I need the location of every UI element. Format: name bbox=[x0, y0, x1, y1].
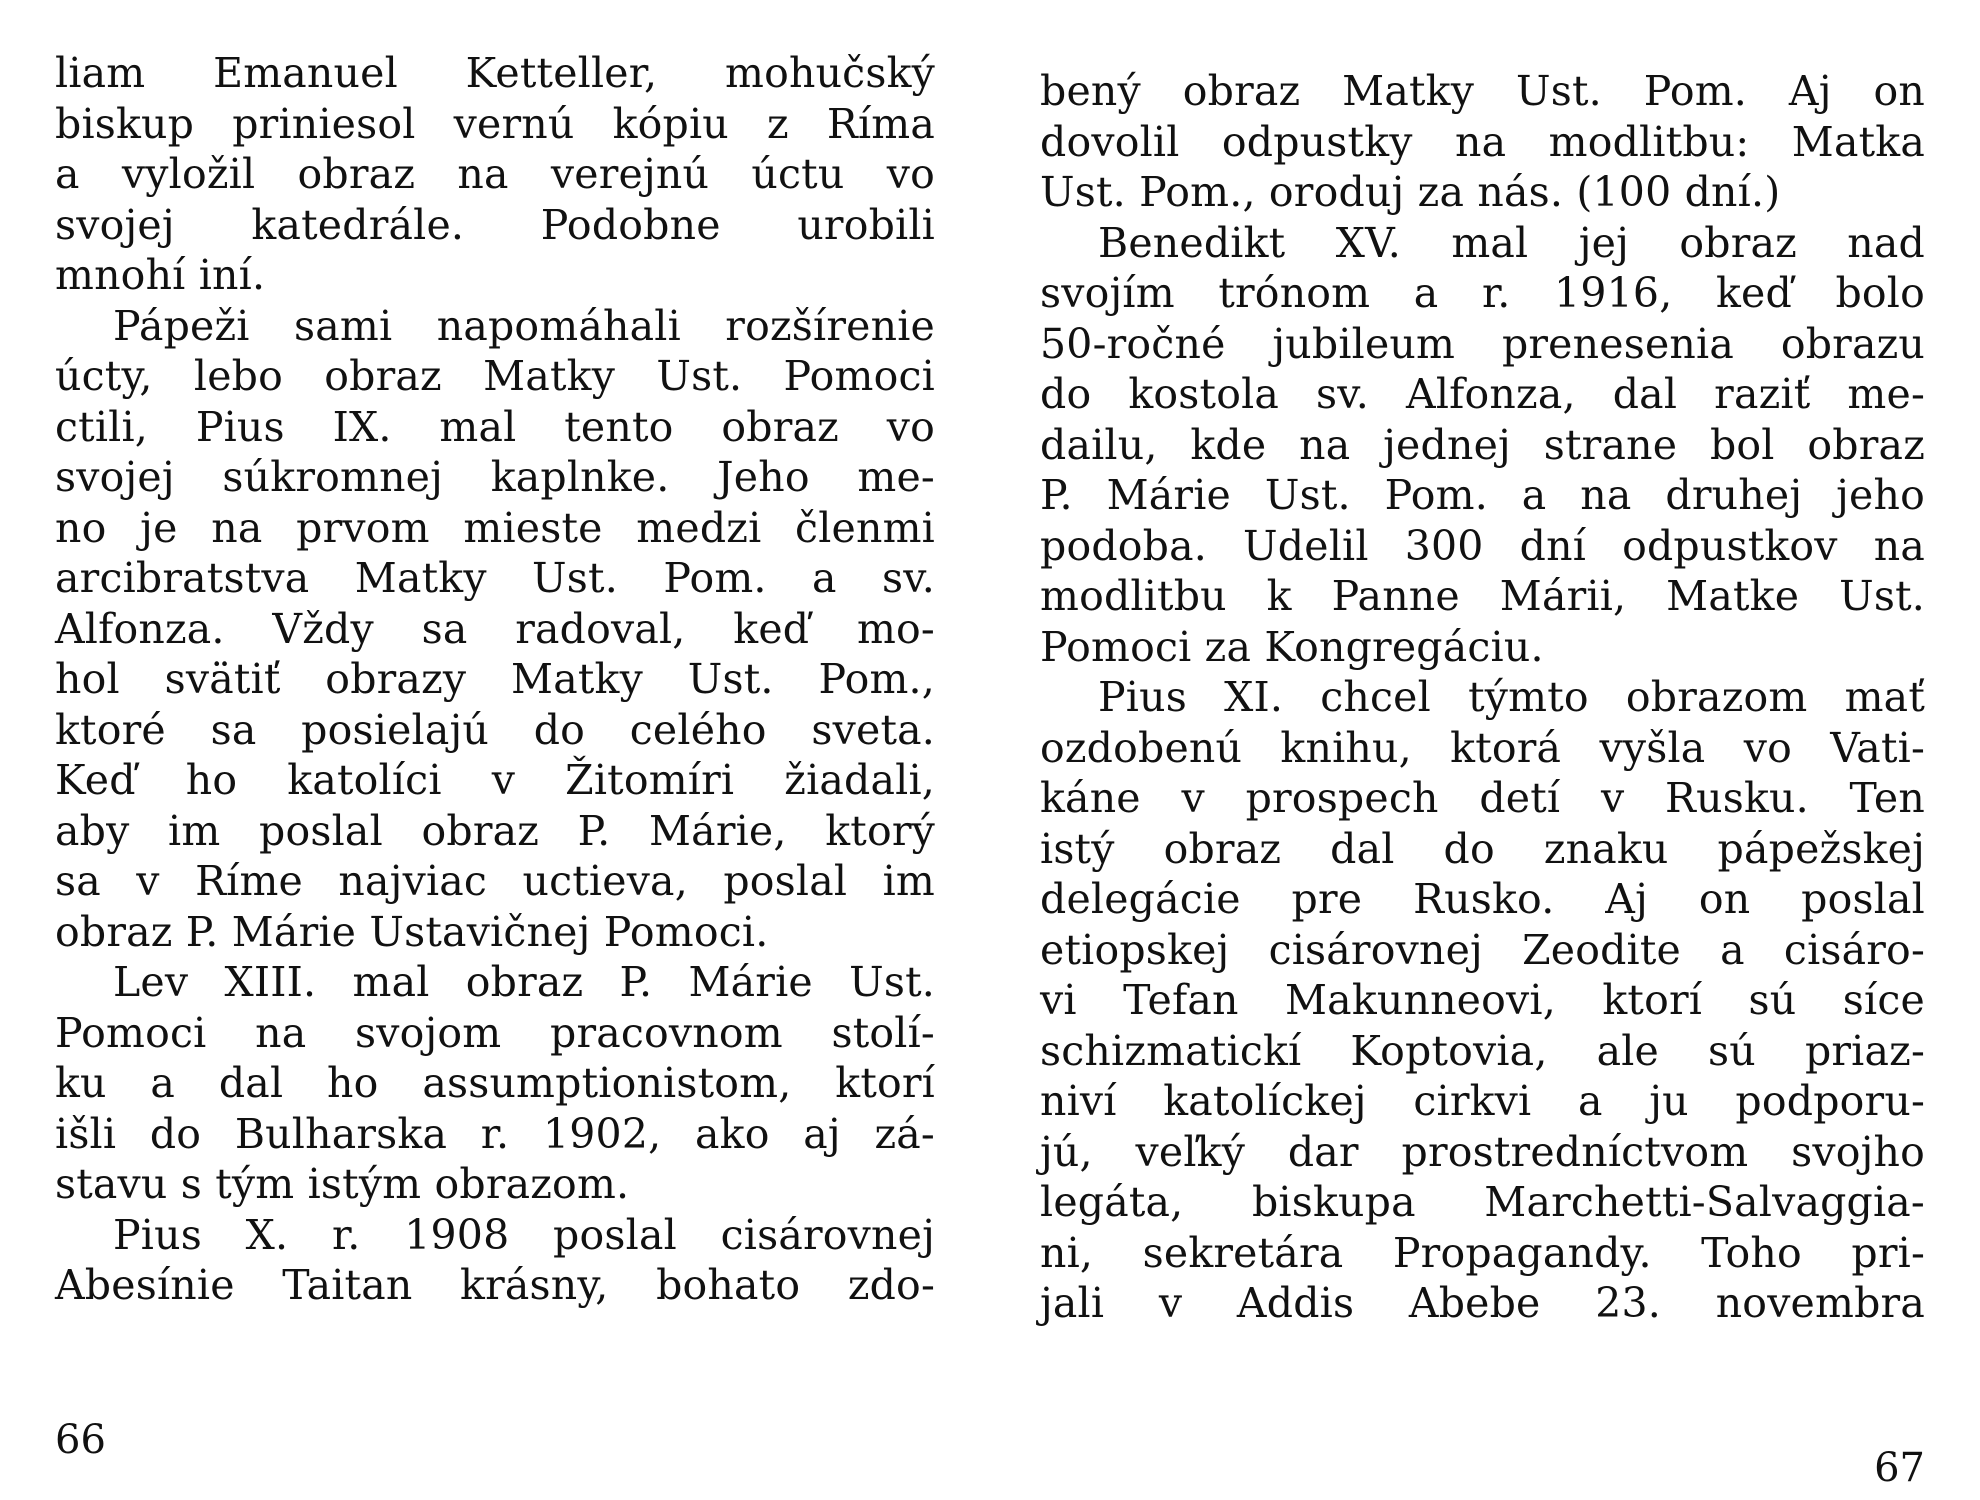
text-line: obraz P. Márie Ustavičnej Pomoci. bbox=[55, 907, 769, 956]
text-line: svojej súkromnej kaplnke. Jeho me- bbox=[55, 453, 935, 501]
text-line: káne v prospech detí v Rusku. Ten bbox=[1040, 774, 1925, 822]
text-line: Pius X. r. 1908 poslal cisárovnej bbox=[113, 1210, 935, 1259]
text-line: svojím trónom a r. 1916, keď bolo bbox=[1040, 269, 1925, 317]
text-line: P. Márie Ust. Pom. a na druhej jeho bbox=[1040, 471, 1925, 519]
text-line: ctili, Pius IX. mal tento obraz vo bbox=[55, 402, 935, 451]
text-line: svojej katedrále. Podobne urobili bbox=[55, 200, 935, 249]
text-line: etiopskej cisárovnej Zeodite a cisáro- bbox=[1040, 925, 1925, 974]
text-line: Abesínie Taitan krásny, bohato zdo- bbox=[55, 1261, 935, 1309]
text-line: Pius XI. chcel týmto obrazom mať bbox=[1098, 673, 1925, 721]
text-line: vi Tefan Makunneovi, ktorí sú síce bbox=[1040, 976, 1925, 1024]
text-line: ozdobenú knihu, ktorá vyšla vo Vati- bbox=[1040, 723, 1925, 772]
text-line: Ust. Pom., oroduj za nás. (100 dní.) bbox=[1040, 168, 1781, 216]
text-line: jali v Addis Abebe 23. novembra bbox=[1040, 1279, 1925, 1327]
text-line: arcibratstva Matky Ust. Pom. a sv. bbox=[55, 554, 935, 602]
text-line: Pomoci za Kongregáciu. bbox=[1040, 622, 1544, 671]
text-line: ktoré sa posielajú do celého sveta. bbox=[55, 705, 935, 754]
text-line: Keď ho katolíci v Žitomíri žiadali, bbox=[55, 756, 935, 804]
text-line: dailu, kde na jednej strane bol obraz bbox=[1040, 420, 1925, 469]
text-line: ni, sekretára Propagandy. Toho pri- bbox=[1040, 1228, 1925, 1277]
text-line: legáta, biskupa Marchetti-Salvaggia- bbox=[1040, 1178, 1925, 1226]
text-line: hol svätiť obrazy Matky Ust. Pom., bbox=[55, 655, 935, 703]
text-line: aby im poslal obraz P. Márie, ktorý bbox=[55, 806, 935, 855]
text-line: Pápeži sami napomáhali rozšírenie bbox=[113, 301, 935, 350]
text-line: a vyložil obraz na verejnú úctu vo bbox=[55, 150, 935, 198]
text-line: 50-ročné jubileum prenesenia obrazu bbox=[1040, 319, 1925, 368]
right-page-text bbox=[1040, 66, 1925, 1329]
text-line: podoba. Udelil 300 dní odpustkov na bbox=[1040, 521, 1925, 570]
left-page-text bbox=[55, 48, 935, 1311]
text-line: Alfonza. Vždy sa radoval, keď mo- bbox=[55, 604, 935, 653]
text-line: sa v Ríme najviac uctieva, poslal im bbox=[55, 857, 935, 905]
page-number-right: 67 bbox=[1874, 1445, 1925, 1491]
page-number-left: 66 bbox=[55, 1417, 106, 1463]
text-line: istý obraz dal do znaku pápežskej bbox=[1040, 824, 1925, 873]
text-line: biskup priniesol vernú kópiu z Ríma bbox=[55, 99, 935, 148]
text-line: modlitbu k Panne Márii, Matke Ust. bbox=[1040, 572, 1925, 620]
text-line: niví katolíckej cirkvi a ju podporu- bbox=[1040, 1077, 1925, 1125]
text-line: schizmatickí Koptovia, ale sú priaz- bbox=[1040, 1026, 1925, 1075]
text-line: do kostola sv. Alfonza, dal raziť me- bbox=[1040, 370, 1925, 418]
text-line: ku a dal ho assumptionistom, ktorí bbox=[55, 1059, 935, 1107]
text-line: mnohí iní. bbox=[55, 251, 266, 299]
text-line: išli do Bulharska r. 1902, ako aj zá- bbox=[55, 1109, 935, 1158]
text-line: liam Emanuel Ketteller, mohučský bbox=[55, 49, 935, 97]
text-line: stavu s tým istým obrazom. bbox=[55, 1160, 630, 1208]
text-line: Benedikt XV. mal jej obraz nad bbox=[1098, 218, 1925, 267]
text-line: Lev XIII. mal obraz P. Márie Ust. bbox=[113, 958, 935, 1006]
text-line: Pomoci na svojom pracovnom stolí- bbox=[55, 1008, 935, 1057]
text-line: dovolil odpustky na modlitbu: Matka bbox=[1040, 117, 1925, 166]
text-line: no je na prvom mieste medzi členmi bbox=[55, 503, 935, 552]
text-line: bený obraz Matky Ust. Pom. Aj on bbox=[1040, 67, 1925, 115]
text-line: jú, veľký dar prostredníctvom svojho bbox=[1040, 1127, 1925, 1176]
text-line: úcty, lebo obraz Matky Ust. Pomoci bbox=[55, 352, 935, 400]
text-line: delegácie pre Rusko. Aj on poslal bbox=[1040, 875, 1925, 923]
